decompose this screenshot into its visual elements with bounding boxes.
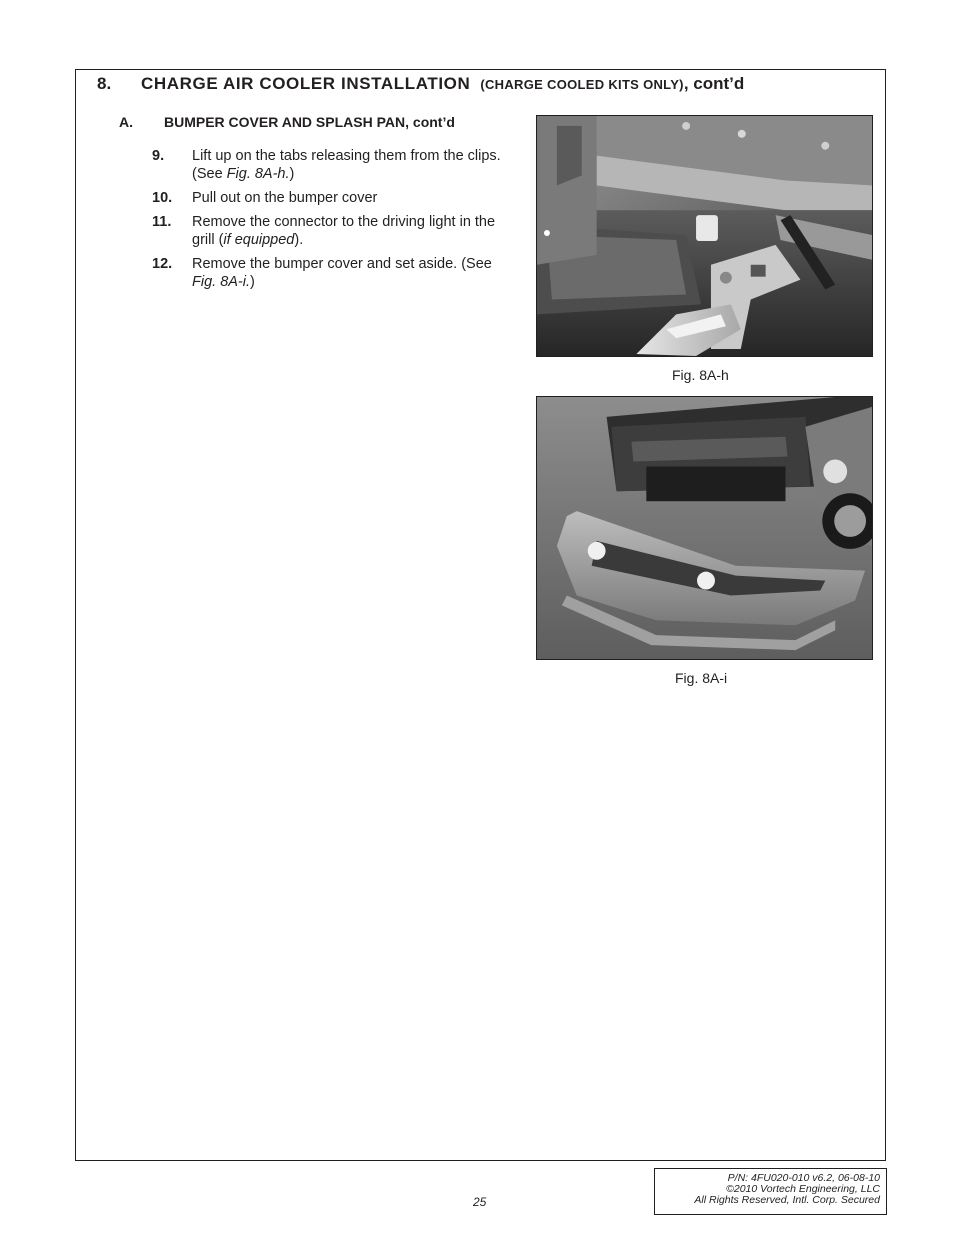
step-text: Remove the bumper cover and set aside. (See bbox=[192, 256, 492, 272]
step-item bbox=[152, 213, 502, 249]
step-number: 11. bbox=[152, 214, 172, 230]
step-list bbox=[152, 147, 502, 297]
section-suffix: , cont’d bbox=[683, 74, 745, 93]
figure-caption: Fig. 8A-h bbox=[672, 367, 729, 383]
bumper-tab-photo-image bbox=[537, 116, 872, 356]
step-text: Remove the connector to the driving light in the grill ( bbox=[192, 214, 496, 248]
section-number: 8. bbox=[97, 74, 112, 93]
step-italic: Fig. 8A-i. bbox=[192, 274, 251, 290]
subsection-title: BUMPER COVER AND SPLASH PAN, cont’d bbox=[164, 114, 455, 130]
figure-caption: Fig. 8A-i bbox=[675, 670, 728, 686]
step-number: 9. bbox=[152, 148, 165, 164]
step-text-end: ) bbox=[289, 166, 295, 182]
step-text: Lift up on the tabs releasing them from the clips. (See bbox=[192, 148, 501, 182]
step-item bbox=[152, 189, 502, 207]
figure-photo-bumper-removed bbox=[536, 396, 873, 660]
step-text-end: ) bbox=[250, 274, 255, 290]
step-item bbox=[152, 255, 502, 291]
page-number: 25 bbox=[473, 1195, 487, 1209]
footer-rights: All Rights Reserved, Intl. Corp. Secured bbox=[694, 1194, 880, 1206]
footer-info-box bbox=[654, 1168, 887, 1215]
footer-part-number: P/N: 4FU020-010 v6.2, 06-08-10 bbox=[727, 1172, 880, 1184]
step-number: 10. bbox=[152, 190, 173, 206]
step-italic: Fig. 8A-h. bbox=[226, 166, 290, 182]
footer-copyright: ©2010 Vortech Engineering, LLC bbox=[726, 1183, 880, 1195]
subsection-letter: A. bbox=[119, 114, 133, 130]
step-text: Pull out on the bumper cover bbox=[192, 190, 378, 206]
step-text-end: ). bbox=[294, 232, 304, 248]
section-qualifier: (CHARGE COOLED KITS ONLY) bbox=[480, 77, 684, 92]
section-title: CHARGE AIR COOLER INSTALLATION bbox=[141, 74, 471, 93]
section-heading bbox=[97, 74, 744, 94]
step-italic: if equipped bbox=[223, 232, 295, 248]
subsection-heading bbox=[119, 114, 455, 130]
figure-photo-bumper-tab bbox=[536, 115, 873, 357]
step-number: 12. bbox=[152, 256, 173, 272]
bumper-removed-photo-image bbox=[537, 397, 872, 659]
step-item bbox=[152, 147, 502, 183]
